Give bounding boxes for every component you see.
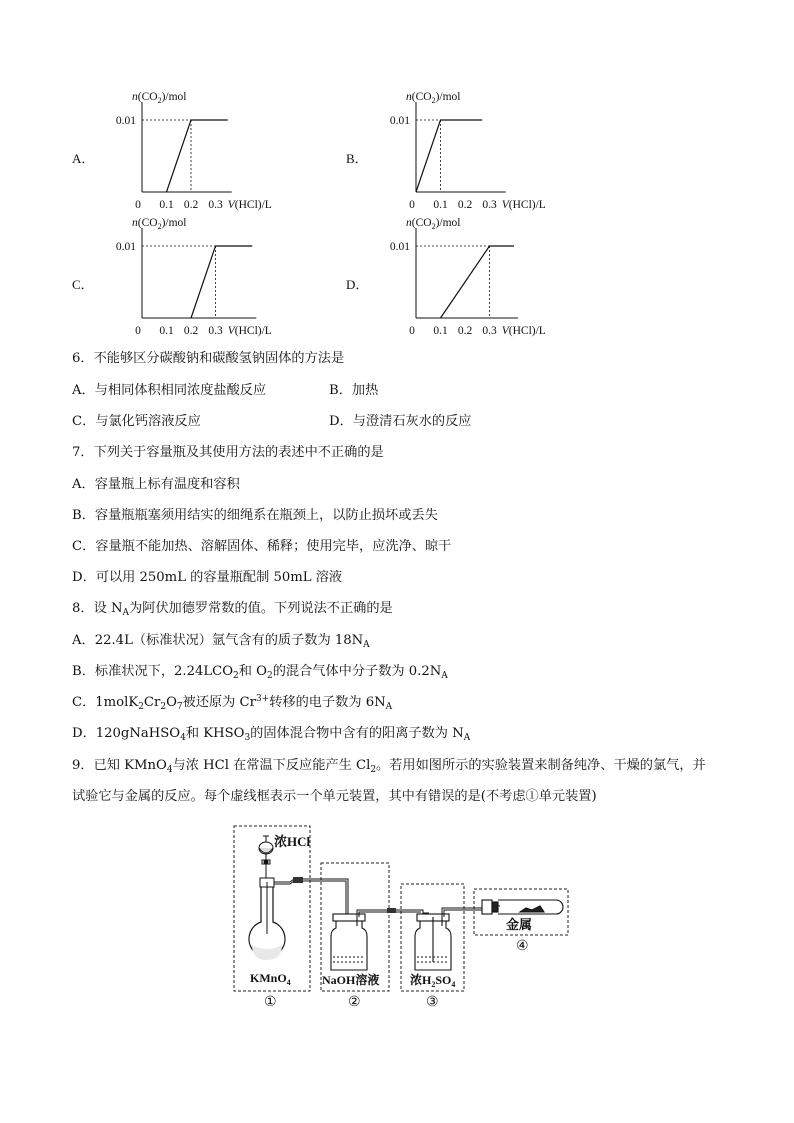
kmno4-label: KMnO$_4$ [250,971,291,987]
x-tick-label: 0.2 [183,199,199,211]
x-tick-label: 0 [409,199,415,211]
unit-2-number: ② [348,995,361,1010]
q8-option-a: A．22.4L（标准状况）氩气含有的质子数为 $18N_A$ [72,633,370,650]
co2-series-line [416,120,482,192]
q7-option-d: D．可以用 250mL 的容量瓶配制 50mL 溶液 [72,570,343,585]
x-tick-label: 0.3 [482,199,497,211]
metal-reaction-tube [482,900,563,914]
q8-option-b: B．标准状况下，$2.24LCO_2$和 $O_2$的混合气体中分子数为 $0.2N_A$ [72,664,448,681]
q6-option-b: B．加热 [329,383,379,398]
y-axis-label: $n(CO_2)$/mol [406,91,461,105]
h2so4-wash-bottle [415,914,451,970]
chlorine-apparatus-diagram [230,822,575,1021]
q8-option-c: C．$1molK_2Cr_2O_7$被还原为 $Cr^{3+}$转移的电子数为 $6N_A$ [72,694,393,712]
unit-3-number: ③ [426,995,439,1010]
unit-4-number: ④ [516,939,529,954]
option-d-label: D． [346,277,369,292]
q6-option-d: D．与澄清石灰水的反应 [329,414,472,429]
unit-2-frame [321,863,389,991]
q9-stem-line-2: 试验它与金属的反应。每个虚线框表示一个单元装置，其中有错误的是(不考虑①单元装置) [72,789,597,804]
q6-option-c: C．与氯化钙溶液反应 [72,414,201,429]
q8-stem: 8．设 $N_A$为阿伏加德罗常数的值。下列说法不正确的是 [72,601,393,618]
y-tick-label: 0.01 [115,115,136,127]
x-tick-label: 0.1 [159,325,174,337]
naoh-solution-label: NaOH溶液 [322,973,380,987]
q6-option-row-2 [72,413,632,431]
x-tick-label: 0.2 [183,325,199,337]
x-tick-label: 0.1 [159,199,174,211]
q7-option-a: A．容量瓶上标有温度和容积 [72,477,240,492]
x-axis-label: V(HCl)/L [227,325,272,337]
metal-label: 金属 [506,917,533,932]
q6-stem: 6．不能够区分碳酸钠和碳酸氢钠固体的方法是 [72,351,345,366]
co2-hcl-plot [366,92,576,214]
chart-plot-area [116,217,272,337]
round-bottom-flask [249,882,285,960]
q6-option-row-1 [72,382,632,400]
q8-option-d: D．120gNaHSO$_4$和 $KHSO_3$的固体混合物中含有的阳离子数为 $N_A$ [72,726,471,743]
x-tick-label: 0.2 [457,199,473,211]
y-axis-label: $n(CO_2)$/mol [132,91,187,105]
co2-series-line [167,120,228,192]
x-tick-label: 0.1 [433,325,448,337]
option-b-label: B． [346,151,368,166]
option-a-label: A． [72,151,95,166]
conc-h2so4-label: 浓$H_2SO_4$ [410,973,456,989]
separatory-funnel [259,836,273,880]
q6-option-a: A．与相同体积相同浓度盐酸反应 [72,383,267,398]
co2-hcl-plot [92,218,302,340]
x-tick-label: 0.3 [208,325,223,337]
y-tick-label: 0.01 [389,241,410,253]
co2-hcl-plot [366,218,576,340]
x-tick-label: 0.1 [433,199,448,211]
conc-hcl-label: 浓HCl [274,834,311,849]
x-tick-label: 0 [135,325,141,337]
x-axis-label: V(HCl)/L [227,199,272,211]
co2-series-line [441,246,515,318]
option-c-label: C． [72,277,94,292]
naoh-wash-bottle [331,914,367,970]
y-tick-label: 0.01 [115,241,136,253]
x-tick-label: 0.3 [482,325,497,337]
y-axis-label: $n(CO_2)$/mol [406,217,461,231]
q7-option-b: B．容量瓶瓶塞须用结实的细绳系在瓶颈上，以防止损坏或丢失 [72,508,438,523]
unit-1-number: ① [264,995,277,1010]
y-tick-label: 0.01 [389,115,410,127]
x-axis-label: V(HCl)/L [501,199,546,211]
q7-option-c: C．容量瓶不能加热、溶解固体、稀释；使用完毕，应洗净、晾干 [72,539,452,554]
co2-series-line [191,246,252,318]
x-axis-label: V(HCl)/L [501,325,546,337]
x-tick-label: 0 [135,199,141,211]
chart-plot-area [390,217,546,337]
x-tick-label: 0.3 [208,199,223,211]
chart-plot-area [116,91,272,211]
x-tick-label: 0 [409,325,415,337]
y-axis-label: $n(CO_2)$/mol [132,217,187,231]
q7-stem: 7．下列关于容量瓶及其使用方法的表述中不正确的是 [72,445,384,460]
x-tick-label: 0.2 [457,325,473,337]
chart-plot-area [390,91,546,211]
q9-stem-line-1: 9．已知 KMnO$_4$与浓 HCl 在常温下反应能产生 $Cl_2$。若用如图所示的实验装置来制备纯净、干燥的氯气，并 [72,758,706,775]
co2-hcl-plot [92,92,302,214]
